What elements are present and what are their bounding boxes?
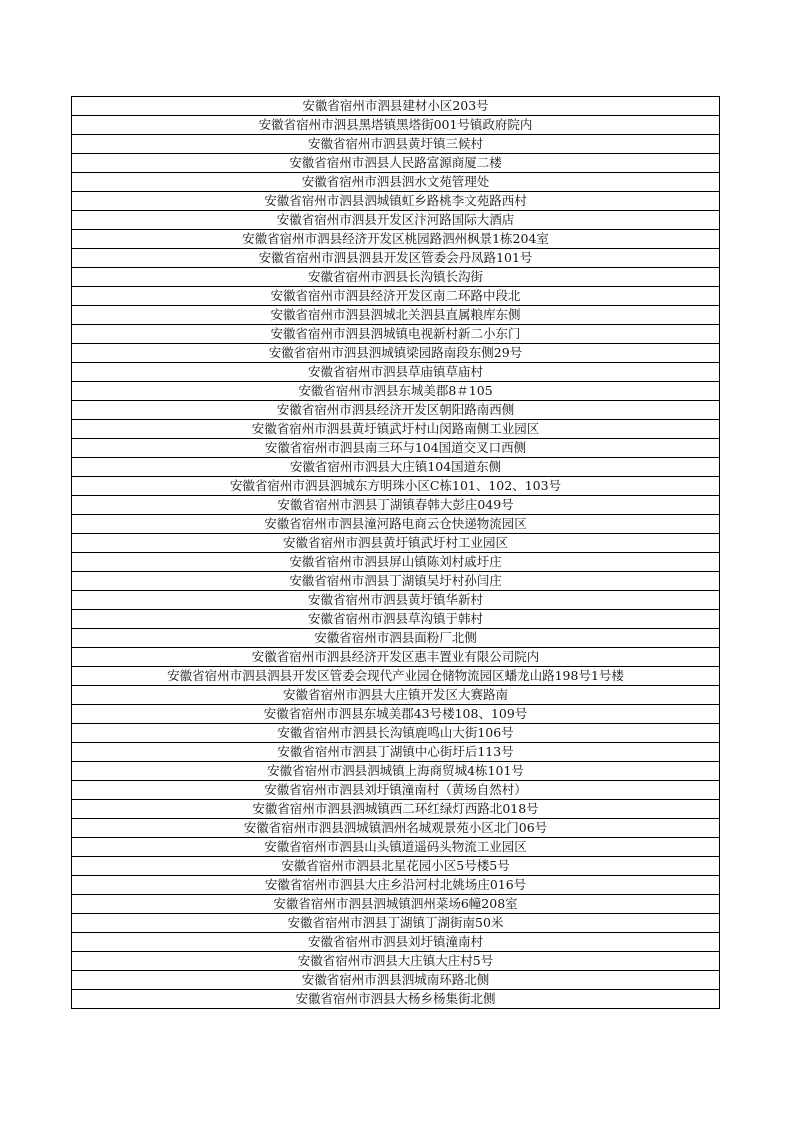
address-cell: 安徽省宿州市泗县黄圩镇武圩村工业园区	[72, 534, 720, 553]
table-row	[72, 990, 720, 1009]
table-row	[72, 97, 720, 116]
table-row	[72, 876, 720, 895]
address-cell: 安徽省宿州市泗县泗城东方明珠小区C栋101、102、103号	[72, 477, 720, 496]
table-row	[72, 686, 720, 705]
address-cell: 安徽省宿州市泗县经济开发区南二环路中段北	[72, 287, 720, 306]
address-cell: 安徽省宿州市泗县丁湖镇中心街圩后113号	[72, 743, 720, 762]
table-row	[72, 439, 720, 458]
address-cell: 安徽省宿州市泗县屏山镇陈刘村戚圩庄	[72, 553, 720, 572]
address-cell: 安徽省宿州市泗县丁湖镇吴圩村孙闫庄	[72, 572, 720, 591]
table-row	[72, 401, 720, 420]
address-cell: 安徽省宿州市泗县大庄镇104国道东侧	[72, 458, 720, 477]
table-row	[72, 667, 720, 686]
address-cell: 安徽省宿州市泗县泗县开发区管委会现代产业园仓储物流园区蟠龙山路198号1号楼	[72, 667, 720, 686]
address-table-body	[72, 97, 720, 1009]
address-cell: 安徽省宿州市泗县经济开发区惠丰置业有限公司院内	[72, 648, 720, 667]
address-cell: 安徽省宿州市泗县刘圩镇潼南村（黄场自然村）	[72, 781, 720, 800]
table-row	[72, 382, 720, 401]
address-cell: 安徽省宿州市泗县泗城镇泗州名城观景苑小区北门06号	[72, 819, 720, 838]
address-cell: 安徽省宿州市泗县草沟镇于韩村	[72, 610, 720, 629]
address-cell: 安徽省宿州市泗县泗城镇泗州菜场6幢208室	[72, 895, 720, 914]
address-cell: 安徽省宿州市泗县山头镇道遥码头物流工业园区	[72, 838, 720, 857]
table-row	[72, 458, 720, 477]
address-cell: 安徽省宿州市泗县大庄镇大庄村5号	[72, 952, 720, 971]
address-cell: 安徽省宿州市泗县泗县开发区管委会丹凤路101号	[72, 249, 720, 268]
table-row	[72, 781, 720, 800]
table-row	[72, 705, 720, 724]
address-cell: 安徽省宿州市泗县泗城镇上海商贸城4栋101号	[72, 762, 720, 781]
table-row	[72, 192, 720, 211]
address-cell: 安徽省宿州市泗县泗城北关泗县直属粮库东侧	[72, 306, 720, 325]
table-row	[72, 287, 720, 306]
table-row	[72, 325, 720, 344]
table-row	[72, 895, 720, 914]
table-row	[72, 971, 720, 990]
table-row	[72, 933, 720, 952]
address-cell: 安徽省宿州市泗县开发区汴河路国际大酒店	[72, 211, 720, 230]
table-row	[72, 230, 720, 249]
table-row	[72, 268, 720, 287]
address-cell: 安徽省宿州市泗县大庄乡沿河村北姚场庄016号	[72, 876, 720, 895]
address-cell: 安徽省宿州市泗县丁湖镇丁湖街南50米	[72, 914, 720, 933]
table-row	[72, 610, 720, 629]
address-cell: 安徽省宿州市泗县经济开发区朝阳路南西侧	[72, 401, 720, 420]
address-cell: 安徽省宿州市泗县面粉厂北侧	[72, 629, 720, 648]
table-row	[72, 819, 720, 838]
address-table	[71, 96, 720, 1009]
address-cell: 安徽省宿州市泗县大杨乡杨集街北侧	[72, 990, 720, 1009]
table-row	[72, 857, 720, 876]
address-cell: 安徽省宿州市泗县建材小区203号	[72, 97, 720, 116]
table-row	[72, 724, 720, 743]
table-row	[72, 591, 720, 610]
table-row	[72, 762, 720, 781]
address-cell: 安徽省宿州市泗县泗水文苑管理处	[72, 173, 720, 192]
table-row	[72, 629, 720, 648]
address-cell: 安徽省宿州市泗县黄圩镇华新村	[72, 591, 720, 610]
table-row	[72, 496, 720, 515]
address-cell: 安徽省宿州市泗县北星花园小区5号楼5号	[72, 857, 720, 876]
table-row	[72, 914, 720, 933]
address-cell: 安徽省宿州市泗县刘圩镇潼南村	[72, 933, 720, 952]
table-row	[72, 116, 720, 135]
address-cell: 安徽省宿州市泗县泗城镇梁园路南段东侧29号	[72, 344, 720, 363]
table-row	[72, 477, 720, 496]
address-cell: 安徽省宿州市泗县经济开发区桃园路泗州枫景1栋204室	[72, 230, 720, 249]
table-row	[72, 800, 720, 819]
table-row	[72, 420, 720, 439]
table-row	[72, 249, 720, 268]
address-cell: 安徽省宿州市泗县黄圩镇武圩村山闵路南侧工业园区	[72, 420, 720, 439]
address-cell: 安徽省宿州市泗县黑塔镇黑塔街001号镇政府院内	[72, 116, 720, 135]
address-cell: 安徽省宿州市泗县长沟镇长沟街	[72, 268, 720, 287]
address-cell: 安徽省宿州市泗县南三环与104国道交叉口西侧	[72, 439, 720, 458]
address-cell: 安徽省宿州市泗县潼河路电商云仓快递物流园区	[72, 515, 720, 534]
table-row	[72, 135, 720, 154]
table-row	[72, 154, 720, 173]
table-row	[72, 838, 720, 857]
address-cell: 安徽省宿州市泗县草庙镇草庙村	[72, 363, 720, 382]
table-row	[72, 952, 720, 971]
table-row	[72, 344, 720, 363]
address-cell: 安徽省宿州市泗县大庄镇开发区大赛路南	[72, 686, 720, 705]
address-cell: 安徽省宿州市泗县黄圩镇三候村	[72, 135, 720, 154]
address-cell: 安徽省宿州市泗县泗城镇电视新村新二小东门	[72, 325, 720, 344]
table-row	[72, 572, 720, 591]
address-cell: 安徽省宿州市泗县东城美郡43号楼108、109号	[72, 705, 720, 724]
address-cell: 安徽省宿州市泗县东城美郡8＃105	[72, 382, 720, 401]
address-cell: 安徽省宿州市泗县人民路富源商厦二楼	[72, 154, 720, 173]
table-row	[72, 648, 720, 667]
address-cell: 安徽省宿州市泗县泗城镇西二环红绿灯西路北018号	[72, 800, 720, 819]
address-cell: 安徽省宿州市泗县丁湖镇春韩大彭庄049号	[72, 496, 720, 515]
address-cell: 安徽省宿州市泗县泗城镇虹乡路桃李文苑路西村	[72, 192, 720, 211]
table-row	[72, 515, 720, 534]
table-row	[72, 173, 720, 192]
address-cell: 安徽省宿州市泗县泗城南环路北侧	[72, 971, 720, 990]
table-row	[72, 534, 720, 553]
table-row	[72, 211, 720, 230]
table-row	[72, 306, 720, 325]
table-row	[72, 363, 720, 382]
table-row	[72, 743, 720, 762]
table-row	[72, 553, 720, 572]
address-cell: 安徽省宿州市泗县长沟镇鹿鸣山大街106号	[72, 724, 720, 743]
